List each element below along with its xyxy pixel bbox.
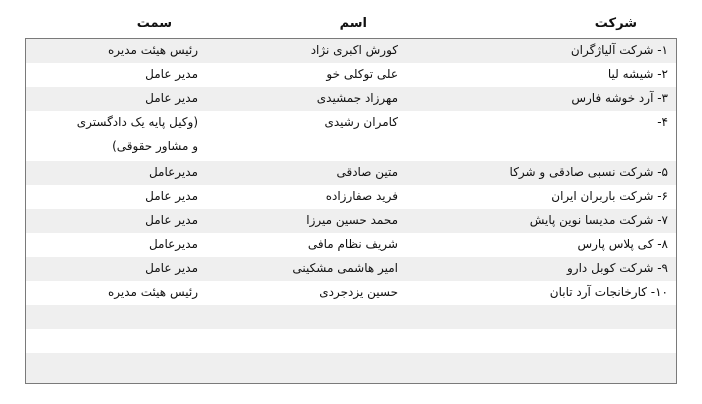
table-row	[26, 39, 676, 63]
company-cell: ۴-	[657, 115, 668, 129]
name-cell: حسین یزدجردی	[319, 285, 398, 299]
name-cell: علی توکلی خو	[326, 67, 398, 81]
role-cell: رئیس هیئت مدیره	[107, 43, 198, 57]
role-cell-continued: و مشاور حقوقی)	[112, 139, 198, 153]
empty-row	[26, 305, 676, 329]
company-cell: ۷- شرکت مدیسا نوین پایش	[529, 213, 668, 227]
name-cell: کورش اکبری نژاد	[310, 43, 398, 57]
name-cell: محمد حسین میرزا	[306, 213, 398, 227]
role-cell: مدیر عامل	[145, 67, 198, 81]
header-company: شرکت	[594, 16, 637, 31]
company-cell: ۶- شرکت باربران ایران	[551, 189, 668, 203]
table-row	[26, 111, 676, 161]
role-cell: مدیر عامل	[145, 261, 198, 275]
company-cell: ۵- شرکت نسبی صادقی و شرکا	[509, 165, 668, 179]
company-cell: ۳- آرد خوشه فارس	[571, 91, 668, 105]
company-cell: ۸- کی پلاس پارس	[577, 237, 668, 251]
empty-row	[26, 329, 676, 353]
table-row	[26, 233, 676, 257]
table-row	[26, 257, 676, 281]
name-cell: شریف نظام مافی	[307, 237, 398, 251]
empty-row	[26, 353, 676, 383]
company-cell: ۲- شیشه لیا	[607, 67, 668, 81]
company-cell: ۱- شرکت آلیاژگران	[570, 43, 668, 57]
table-row	[26, 87, 676, 111]
name-cell: متین صادقی	[336, 165, 398, 179]
companies-table	[25, 38, 677, 384]
role-cell: رئیس هیئت مدیره	[107, 285, 198, 299]
role-cell: مدیر عامل	[145, 189, 198, 203]
name-cell: مهرزاد جمشیدی	[316, 91, 398, 105]
role-cell: مدیر عامل	[145, 213, 198, 227]
role-cell: مدیرعامل	[148, 165, 198, 179]
table-row	[26, 63, 676, 87]
table-row	[26, 161, 676, 185]
company-cell: ۹- شرکت کوبل دارو	[566, 261, 668, 275]
header-name: اسم	[339, 16, 367, 31]
table-row	[26, 209, 676, 233]
name-cell: کامران رشیدی	[324, 115, 398, 129]
company-cell: ۱۰- کارخانجات آرد تابان	[549, 285, 668, 299]
role-cell: مدیر عامل	[145, 91, 198, 105]
role-cell: مدیرعامل	[148, 237, 198, 251]
table-row	[26, 281, 676, 305]
name-cell: امیر هاشمی مشکینی	[292, 261, 398, 275]
table-row	[26, 185, 676, 209]
table-header	[25, 10, 677, 38]
header-role: سمت	[136, 16, 172, 31]
role-cell: (وکیل پایه یک دادگستری	[76, 115, 198, 129]
name-cell: فرید صفارزاده	[325, 189, 398, 203]
